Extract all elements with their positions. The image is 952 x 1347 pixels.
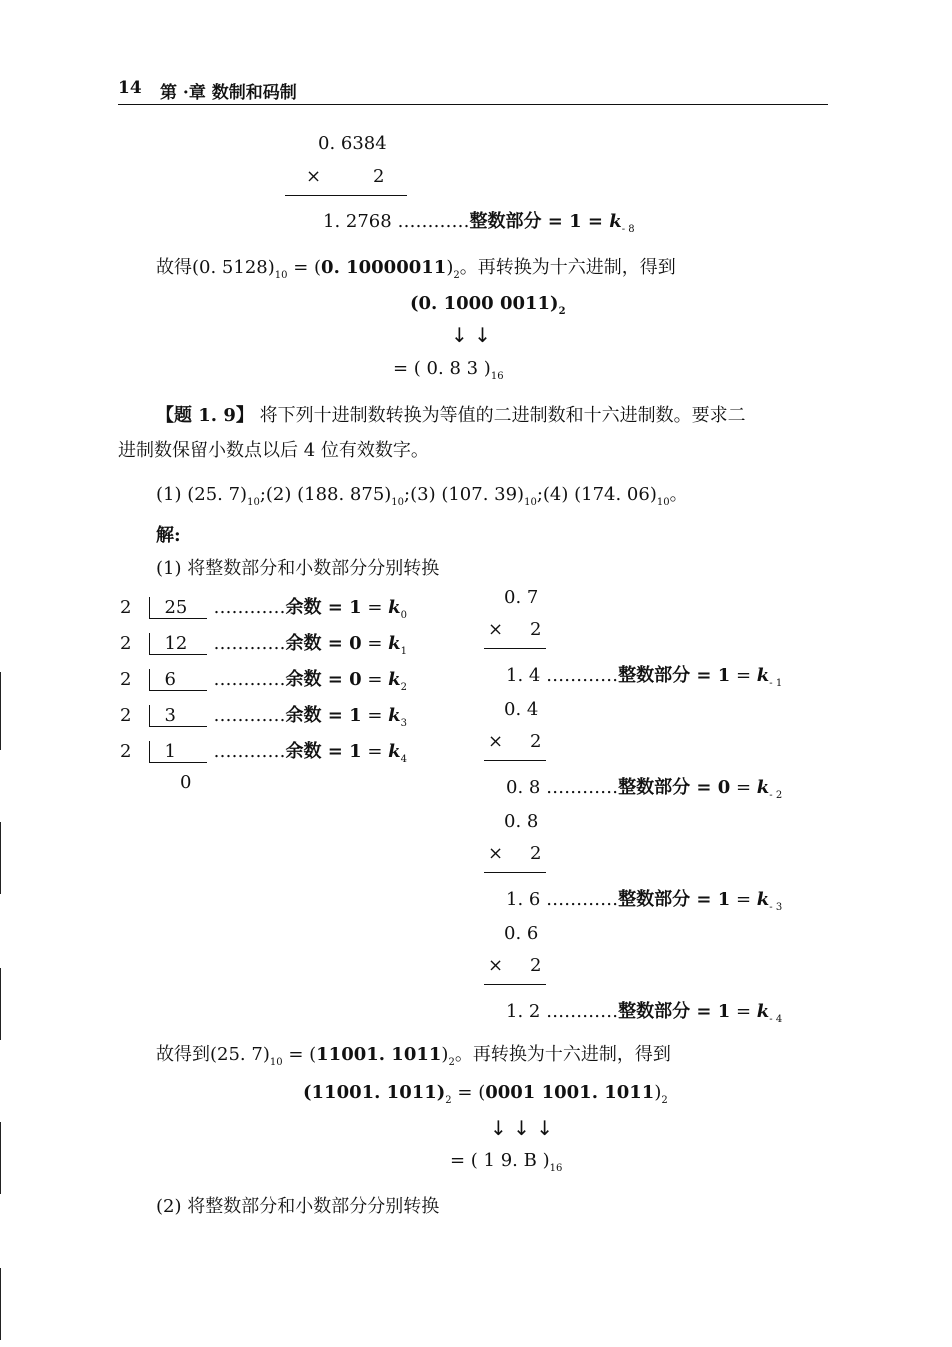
division-divisor: 2 xyxy=(120,741,132,762)
mult-rule xyxy=(285,195,407,196)
division-label: 余数 = xyxy=(285,741,350,762)
result-line-1-c: ) xyxy=(446,257,454,278)
frac-rule xyxy=(484,872,546,873)
mult-label: 整数部分 = 1 = xyxy=(469,211,610,232)
frac-ksub: - 1 xyxy=(769,678,783,689)
division-label: 余数 = xyxy=(285,597,350,618)
division-k: k xyxy=(388,633,401,654)
result-line-1-b: = ( xyxy=(287,257,322,278)
division-number: 12 xyxy=(164,633,188,654)
division-dots: ………… xyxy=(213,597,286,618)
frac-times: × xyxy=(488,955,504,976)
division-dots: ………… xyxy=(213,741,286,762)
division-final: 0 xyxy=(180,772,192,793)
header-rule xyxy=(118,104,828,105)
division-value: 1 xyxy=(349,741,362,762)
division-ksub: 4 xyxy=(400,754,407,765)
frac-times: × xyxy=(488,843,504,864)
frac-rule xyxy=(484,984,546,985)
frac-value: 1 xyxy=(717,889,731,910)
division-eq: = xyxy=(361,669,389,690)
division-bracket xyxy=(149,705,207,727)
chapter-title: 第 ·章 数制和码制 xyxy=(160,83,297,103)
division-divisor: 2 xyxy=(120,633,132,654)
division-value: 0 xyxy=(349,633,362,654)
frac-ksub: - 2 xyxy=(769,790,783,801)
division-row xyxy=(120,737,407,765)
result-line-1-a: 故得(0. 5128) xyxy=(156,257,275,278)
frac-label: 整数部分 = xyxy=(618,889,718,910)
division-dots: ………… xyxy=(213,669,286,690)
frac-product-line xyxy=(506,773,782,801)
hex2-arrows: ↓ ↓ ↓ xyxy=(490,1116,553,1140)
division-k: k xyxy=(388,669,401,690)
frac-product: 1. 4 xyxy=(506,665,541,686)
result-line-2-sub2: 2 xyxy=(448,1057,455,1068)
hex2-top xyxy=(303,1082,668,1106)
mult-factor: 2 xyxy=(373,166,385,187)
result-line-1-bold: 0. 10000011 xyxy=(321,257,447,278)
frac-product-line xyxy=(506,661,782,689)
frac-eq: = xyxy=(730,777,757,798)
division-dots: ………… xyxy=(213,705,286,726)
division-value: 1 xyxy=(349,597,362,618)
division-label: 余数 = xyxy=(285,705,350,726)
division-ksub: 1 xyxy=(400,646,407,657)
mult-product: 1. 2768 xyxy=(323,211,392,232)
frac-label: 整数部分 = xyxy=(618,777,718,798)
division-label: 余数 = xyxy=(285,669,350,690)
result-line-1-sub1: 10 xyxy=(274,270,288,281)
solution-step-2: (2) 将整数部分和小数部分分别转换 xyxy=(156,1196,440,1217)
mult-ksub: - 8 xyxy=(621,224,635,235)
frac-ksub: - 4 xyxy=(769,1014,783,1025)
division-ksub: 0 xyxy=(400,610,407,621)
division-dots: ………… xyxy=(213,633,286,654)
frac-ksub: - 3 xyxy=(769,902,783,913)
frac-dots: ………… xyxy=(546,665,619,686)
problem-line-1 xyxy=(156,401,746,427)
frac-k: k xyxy=(756,1001,770,1022)
division-number: 25 xyxy=(164,597,188,618)
hex1-top-sub: 2 xyxy=(558,306,566,317)
frac-factor: 2 xyxy=(530,843,542,864)
result-line-2-d: 。再转换为十六进制，得到 xyxy=(454,1044,671,1065)
item-3: ;(3) (107. 39) xyxy=(404,484,525,505)
result-line-2-a: 故得到(25. 7) xyxy=(156,1044,270,1065)
solution-step-1: (1) 将整数部分和小数部分分别转换 xyxy=(156,558,440,579)
division-k: k xyxy=(388,705,401,726)
page-number: 14 xyxy=(118,78,142,98)
division-eq: = xyxy=(361,741,389,762)
hex1-top xyxy=(410,293,566,317)
result-line-2-b: = ( xyxy=(282,1044,317,1065)
division-eq: = xyxy=(361,597,389,618)
division-value: 1 xyxy=(349,705,362,726)
hex1-bottom-sub: 16 xyxy=(490,371,504,382)
division-k: k xyxy=(388,597,401,618)
hex1-bottom-text: = ( 0. 8 3 ) xyxy=(393,358,491,379)
division-ksub: 2 xyxy=(400,682,407,693)
item-end: 。 xyxy=(669,484,688,505)
item-2: ;(2) (188. 875) xyxy=(259,484,392,505)
mult-dots: ………… xyxy=(397,211,470,232)
frac-k: k xyxy=(756,889,770,910)
frac-factor: 2 xyxy=(530,955,542,976)
problem-line-2: 进制数保留小数点以后 4 位有效数字。 xyxy=(118,440,429,461)
hex2-rhs-sub: 2 xyxy=(661,1095,668,1106)
frac-times: × xyxy=(488,731,504,752)
hex2-rhs-close: ) xyxy=(654,1082,662,1103)
problem-items xyxy=(156,480,688,508)
hex2-bottom-sub: 16 xyxy=(549,1163,563,1174)
division-eq: = xyxy=(361,705,389,726)
hex2-eq: = ( xyxy=(451,1082,486,1103)
hex2-lhs-sub: 2 xyxy=(445,1095,452,1106)
frac-value: 1 xyxy=(717,1001,731,1022)
frac-rule xyxy=(484,648,546,649)
division-row xyxy=(120,701,407,729)
item-2-sub: 10 xyxy=(391,497,405,508)
frac-dots: ………… xyxy=(546,777,619,798)
result-line-2-sub1: 10 xyxy=(269,1057,283,1068)
result-line-2-bold: 11001. 1011 xyxy=(316,1044,442,1065)
division-row xyxy=(120,593,407,621)
frac-value: 1 xyxy=(717,665,731,686)
problem-title: 【题 1. 9】 xyxy=(156,405,254,426)
hex2-lhs: (11001. 1011) xyxy=(303,1082,446,1103)
division-value: 0 xyxy=(349,669,362,690)
division-divisor: 2 xyxy=(120,705,132,726)
division-bracket xyxy=(149,669,207,691)
result-line-1-d: 。再转换为十六进制，得到 xyxy=(459,257,676,278)
frac-product-line xyxy=(506,997,782,1025)
frac-value: 0 xyxy=(717,777,731,798)
hex2-bottom-text: = ( 1 9. B ) xyxy=(450,1150,550,1171)
frac-eq: = xyxy=(730,889,757,910)
mult-product-line xyxy=(323,207,635,235)
frac-product: 1. 6 xyxy=(506,889,541,910)
division-number: 1 xyxy=(164,741,176,762)
division-number: 6 xyxy=(164,669,176,690)
frac-operand: 0. 8 xyxy=(504,811,539,832)
division-number: 3 xyxy=(164,705,176,726)
scan-mark xyxy=(0,822,1,894)
item-1: (1) (25. 7) xyxy=(156,484,248,505)
scan-mark xyxy=(0,672,1,750)
result-line-2 xyxy=(156,1040,671,1068)
frac-product-line xyxy=(506,885,782,913)
division-row xyxy=(120,665,407,693)
division-eq: = xyxy=(361,633,389,654)
division-k: k xyxy=(388,741,401,762)
frac-k: k xyxy=(756,665,770,686)
frac-factor: 2 xyxy=(530,619,542,640)
frac-operand: 0. 7 xyxy=(504,587,539,608)
hex2-bottom xyxy=(450,1150,562,1174)
item-4-sub: 10 xyxy=(656,497,670,508)
result-line-1-sub2: 2 xyxy=(453,270,460,281)
scan-mark xyxy=(0,1122,1,1194)
mult-operand: 0. 6384 xyxy=(318,133,387,154)
scan-mark xyxy=(0,1268,1,1340)
frac-times: × xyxy=(488,619,504,640)
mult-times: × xyxy=(306,166,322,187)
frac-label: 整数部分 = xyxy=(618,665,718,686)
item-3-sub: 10 xyxy=(524,497,537,508)
frac-product: 0. 8 xyxy=(506,777,541,798)
division-bracket xyxy=(149,597,207,619)
division-bracket xyxy=(149,741,207,763)
division-divisor: 2 xyxy=(120,669,132,690)
frac-dots: ………… xyxy=(546,889,619,910)
hex1-bottom xyxy=(393,358,504,382)
hex2-rhs: 0001 1001. 1011 xyxy=(485,1082,655,1103)
result-line-2-c: ) xyxy=(441,1044,449,1065)
item-1-sub: 10 xyxy=(247,497,260,508)
hex1-arrows: ↓ ↓ xyxy=(451,323,491,347)
division-label: 余数 = xyxy=(285,633,350,654)
frac-k: k xyxy=(756,777,770,798)
frac-eq: = xyxy=(730,665,757,686)
frac-operand: 0. 6 xyxy=(504,923,539,944)
division-bracket xyxy=(149,633,207,655)
scan-mark xyxy=(0,968,1,1040)
item-4: ;(4) (174. 06) xyxy=(536,484,657,505)
hex1-top-text: (0. 1000 0011) xyxy=(410,293,559,314)
problem-text-1: 将下列十进制数转换为等值的二进制数和十六进制数。要求二 xyxy=(259,405,746,426)
solution-label: 解: xyxy=(156,525,181,546)
frac-label: 整数部分 = xyxy=(618,1001,718,1022)
frac-eq: = xyxy=(730,1001,757,1022)
mult-k: k xyxy=(609,211,622,232)
result-line-1 xyxy=(156,253,676,281)
frac-operand: 0. 4 xyxy=(504,699,539,720)
division-row xyxy=(120,629,407,657)
division-ksub: 3 xyxy=(400,718,407,729)
division-divisor: 2 xyxy=(120,597,132,618)
frac-factor: 2 xyxy=(530,731,542,752)
frac-rule xyxy=(484,760,546,761)
frac-product: 1. 2 xyxy=(506,1001,541,1022)
frac-dots: ………… xyxy=(546,1001,619,1022)
